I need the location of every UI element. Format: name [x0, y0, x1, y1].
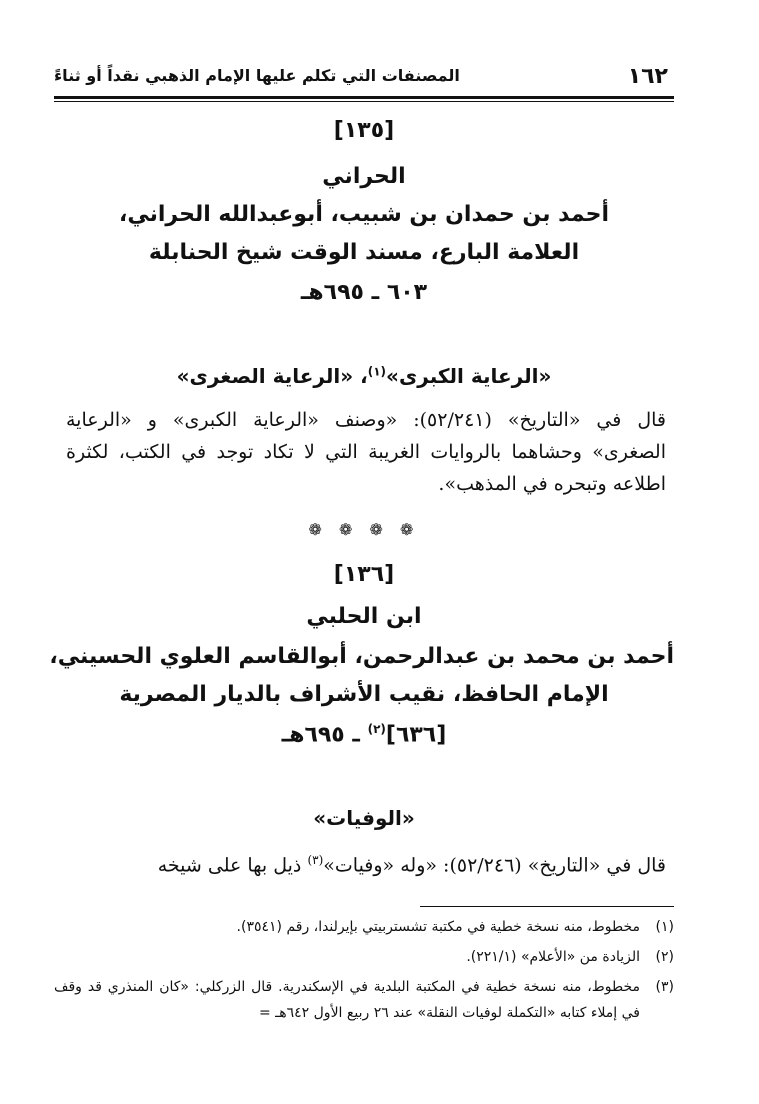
entry-dates: ٦٠٣ ـ ٦٩٥هـ: [300, 280, 428, 305]
body-text: قال في «التاريخ» (٥٢/٢٤٦): «وله «وفيات»: [323, 854, 666, 877]
footnote-text: مخطوط، منه نسخة خطية في مكتبة تشستربيتي بإيرلندا، رقم (٣٥٤١).: [236, 919, 640, 935]
entry-name: ابن الحلبي: [306, 604, 422, 629]
entry-number: [١٣٥]: [333, 118, 395, 143]
entry-dates: [54, 722, 674, 747]
work-title: [54, 364, 674, 388]
entry-fullname: أحمد بن محمد بن عبدالرحمن، أبوالقاسم العلوي الحسيني،: [49, 644, 674, 669]
entry-description: العلامة البارع، مسند الوقت شيخ الحنابلة: [148, 240, 580, 265]
section-separator: ❁ ❁ ❁ ❁: [308, 520, 420, 539]
work-title-text: «الرعاية الكبرى»: [386, 364, 552, 388]
header-rule: [54, 96, 674, 99]
footnote-ref: (١): [367, 364, 387, 379]
work-title-text: ، «الرعاية الصغرى»: [176, 364, 368, 388]
entry-body: [66, 844, 666, 881]
dates-text: ـ ٦٩٥هـ: [281, 722, 368, 748]
footnote-ref: (٣): [307, 853, 324, 867]
entry-description: الإمام الحافظ، نقيب الأشراف بالديار المصرية: [119, 682, 609, 707]
footnote: [54, 974, 674, 1026]
footnote-rule: [420, 906, 674, 907]
footnote-text: الزيادة من «الأعلام» (٢٢١/١).: [466, 949, 640, 965]
footnote-text: مخطوط، منه نسخة خطية في المكتبة البلدية في الإسكندرية. قال الزركلي: «كان المنذري قد وقف في إملاء كتابه «التكملة لوفيات النقلة» عند ٢٦ ربيع الأول ٦٤٢هـ =: [54, 979, 640, 1021]
footnote-marker: (٣): [655, 979, 674, 995]
dates-text: [٦٣٦]: [385, 722, 447, 748]
entry-number: [١٣٦]: [333, 562, 395, 587]
entry-name: الحراني: [322, 164, 406, 189]
entry-body: قال في «التاريخ» (٥٢/٢٤١): «وصنف «الرعاية الكبرى» و «الرعاية الصغرى» وحشاهما بالروايات الغريبة التي لا تكاد توجد في الكتب، لكثرة اطلاعه وتبحره في المذهب».: [66, 409, 666, 495]
work-title: «الوفيات»: [313, 806, 415, 830]
footnote: [54, 914, 674, 940]
footnote: [54, 944, 674, 970]
footnote-marker: (٢): [655, 949, 674, 965]
page-number: ١٦٢: [627, 64, 668, 89]
header-rule-thin: [54, 101, 674, 102]
body-text: ذيل بها على شيخه: [157, 854, 308, 877]
footnote-ref: (٢): [367, 722, 386, 736]
footnotes: [54, 914, 674, 1030]
running-title: المصنفات التي تكلم عليها الإمام الذهبي نقداً أو ثناءً: [54, 66, 460, 85]
page-header: [54, 58, 674, 98]
entry-fullname: أحمد بن حمدان بن شبيب، أبوعبدالله الحراني،: [119, 202, 609, 227]
footnote-marker: (١): [655, 919, 674, 935]
